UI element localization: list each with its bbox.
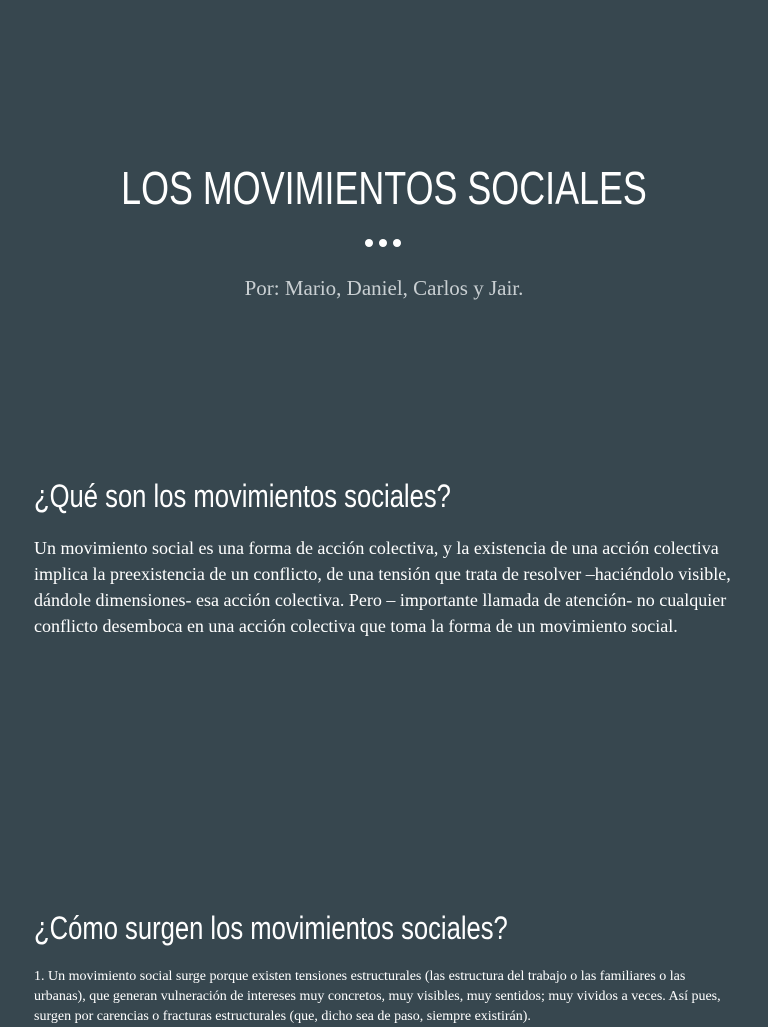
section-heading: ¿Cómo surgen los movimientos sociales? xyxy=(34,910,508,946)
section-how-arise xyxy=(34,906,734,1027)
ellipsis-divider-icon xyxy=(365,239,405,249)
section-heading: ¿Qué son los movimientos sociales? xyxy=(34,478,451,514)
section-body: Un movimiento social es una forma de acción colectiva, y la existencia de una acción colectiva implica la preexistencia de un conflicto, de una tensión que trata de resolver –haciéndolo visible, dándole dimensiones- esa acción colectiva. Pero – importante llamada de atención- no cualquier conflicto desemboca en una acción colectiva que toma la forma de un movimiento social. xyxy=(34,538,731,636)
authors-subtitle: Por: Mario, Daniel, Carlos y Jair. xyxy=(244,276,524,300)
section-body: 1. Un movimiento social surge porque existen tensiones estructurales (las estructura del trabajo o las familiares o las urbanas), que generan vulneración de intereses muy concretos, muy visibles, muy sentidos; muy vividos a veces. Así pues, surgen por carencias o fracturas estructurales (que, dicho sea de paso, siempre existirán). xyxy=(34,969,721,1024)
page-title: LOS MOVIMIENTOS SOCIALES xyxy=(121,162,647,214)
divider-dot xyxy=(379,239,387,247)
section-what-are xyxy=(34,474,734,639)
title-slide xyxy=(0,0,768,432)
divider-dot xyxy=(393,239,401,247)
divider-dot xyxy=(365,239,373,247)
